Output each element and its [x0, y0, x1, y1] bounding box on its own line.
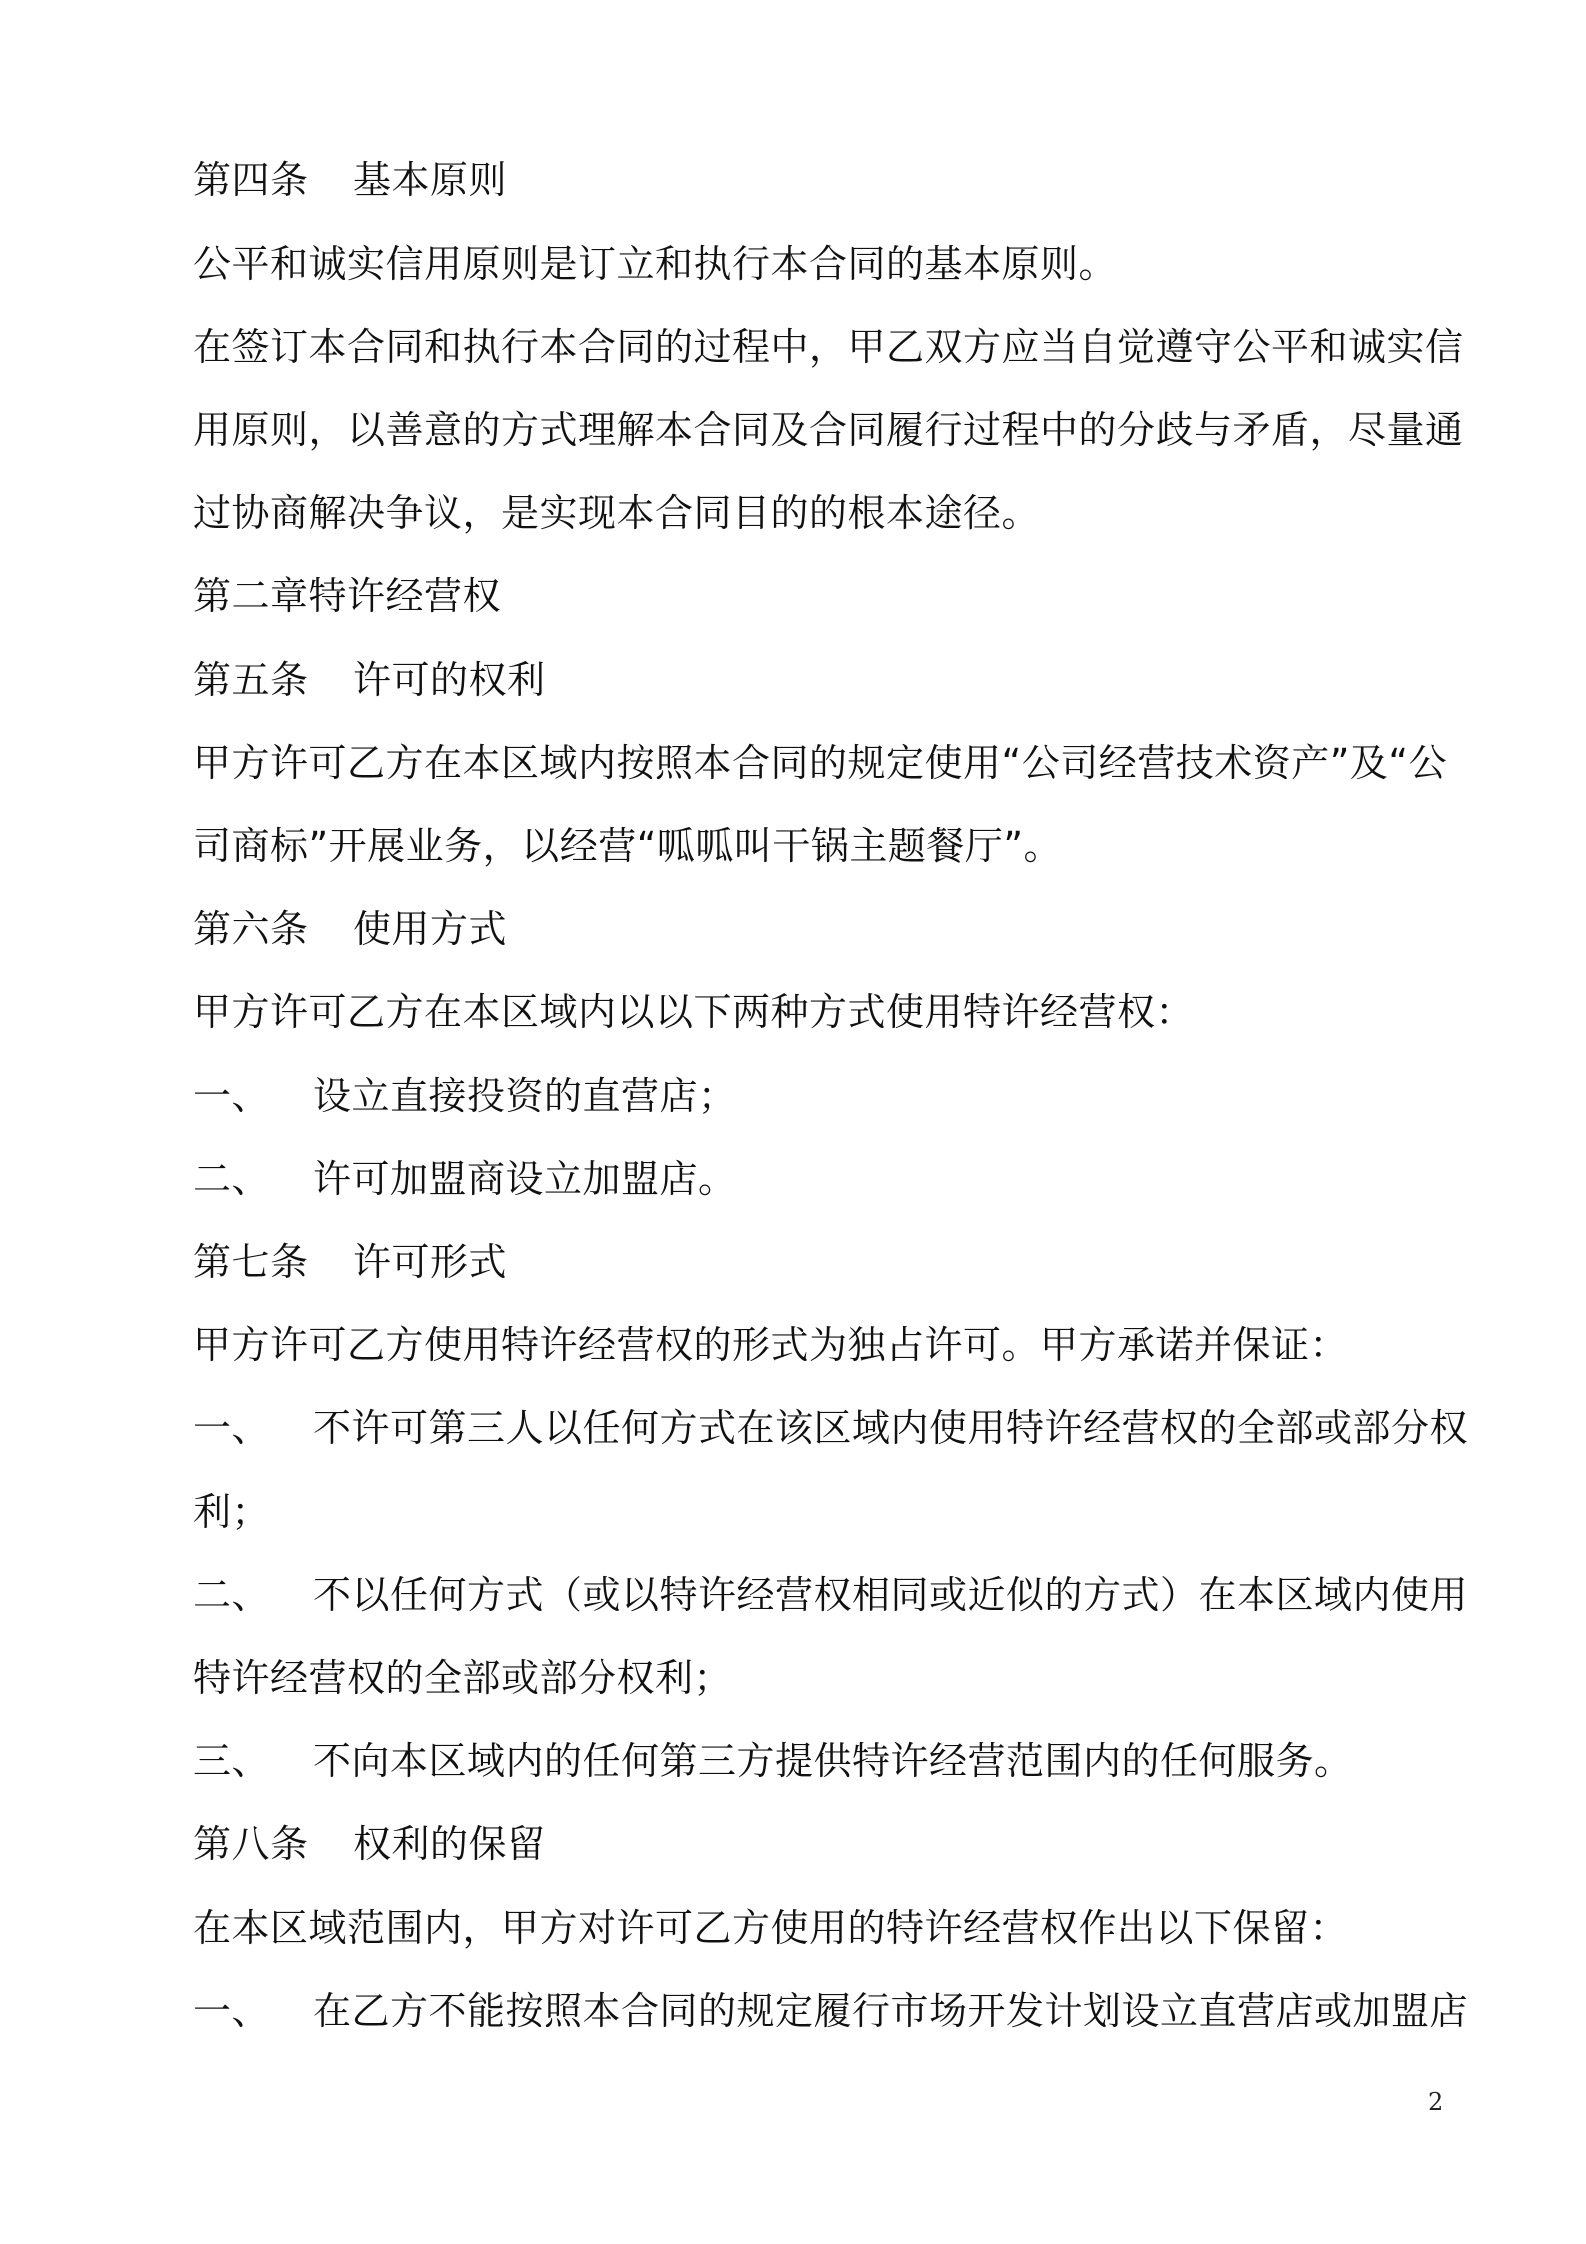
paragraph-line: 司商标”开展业务，以经营“呱呱叫干锅主题餐厅”。	[193, 824, 1063, 868]
paragraph-line: 用原则，以善意的方式理解本合同及合同履行过程中的分歧与矛盾，尽量通	[193, 408, 1464, 452]
paragraph-line: 特许经营权的全部或部分权利；	[193, 1656, 733, 1700]
article-heading	[193, 658, 546, 702]
list-item-text: 设立直接投资的直营店；	[313, 1074, 737, 1118]
list-item	[193, 1739, 1353, 1783]
article-number: 第六条	[193, 907, 309, 951]
page-number: 2	[1428, 2088, 1444, 2116]
list-item-number: 二、	[193, 1573, 271, 1617]
list-item-number: 一、	[193, 1406, 271, 1450]
chapter-heading: 第二章特许经营权	[193, 574, 502, 618]
paragraph-line: 公平和诚实信用原则是订立和执行本合同的基本原则。	[193, 242, 1118, 286]
article-heading	[193, 1240, 507, 1284]
list-item-number: 三、	[193, 1739, 271, 1783]
list-item-text: 许可加盟商设立加盟店。	[313, 1157, 737, 1201]
article-title: 许可的权利	[353, 658, 546, 702]
article-number: 第五条	[193, 658, 309, 702]
paragraph-line: 甲方许可乙方在本区域内以以下两种方式使用特许经营权：	[193, 990, 1195, 1034]
article-heading	[193, 158, 507, 202]
list-item-text: 在乙方不能按照本合同的规定履行市场开发计划设立直营店或加盟店	[313, 1989, 1469, 2033]
paragraph-line: 过协商解决争议，是实现本合同目的的根本途径。	[193, 491, 1041, 535]
paragraph-line: 在签订本合同和执行本合同的过程中，甲乙双方应当自觉遵守公平和诚实信	[193, 325, 1464, 369]
list-item-text: 不向本区域内的任何第三方提供特许经营范围内的任何服务。	[313, 1739, 1353, 1783]
article-heading	[193, 1822, 546, 1866]
list-item-number: 一、	[193, 1074, 271, 1118]
paragraph-line: 甲方许可乙方在本区域内按照本合同的规定使用“公司经营技术资产”及“公	[193, 741, 1448, 785]
article-title: 使用方式	[353, 907, 508, 951]
list-item	[193, 1573, 1468, 1617]
article-number: 第八条	[193, 1822, 309, 1866]
paragraph-line: 利；	[193, 1490, 271, 1534]
article-number: 第四条	[193, 158, 309, 202]
list-item-text: 不许可第三人以任何方式在该区域内使用特许经营权的全部或部分权	[313, 1406, 1469, 1450]
list-item-number: 一、	[193, 1989, 271, 2033]
list-item	[193, 1074, 737, 1118]
article-heading	[193, 907, 507, 951]
paragraph-line: 甲方许可乙方使用特许经营权的形式为独占许可。甲方承诺并保证：	[193, 1323, 1349, 1367]
list-item-number: 二、	[193, 1157, 271, 1201]
article-title: 许可形式	[353, 1240, 508, 1284]
article-title: 权利的保留	[353, 1822, 546, 1866]
list-item	[193, 1989, 1468, 2033]
article-title: 基本原则	[353, 158, 508, 202]
list-item	[193, 1406, 1468, 1450]
article-number: 第七条	[193, 1240, 309, 1284]
list-item	[193, 1157, 737, 1201]
paragraph-line: 在本区域范围内，甲方对许可乙方使用的特许经营权作出以下保留：	[193, 1906, 1349, 1950]
list-item-text: 不以任何方式（或以特许经营权相同或近似的方式）在本区域内使用	[313, 1573, 1469, 1617]
